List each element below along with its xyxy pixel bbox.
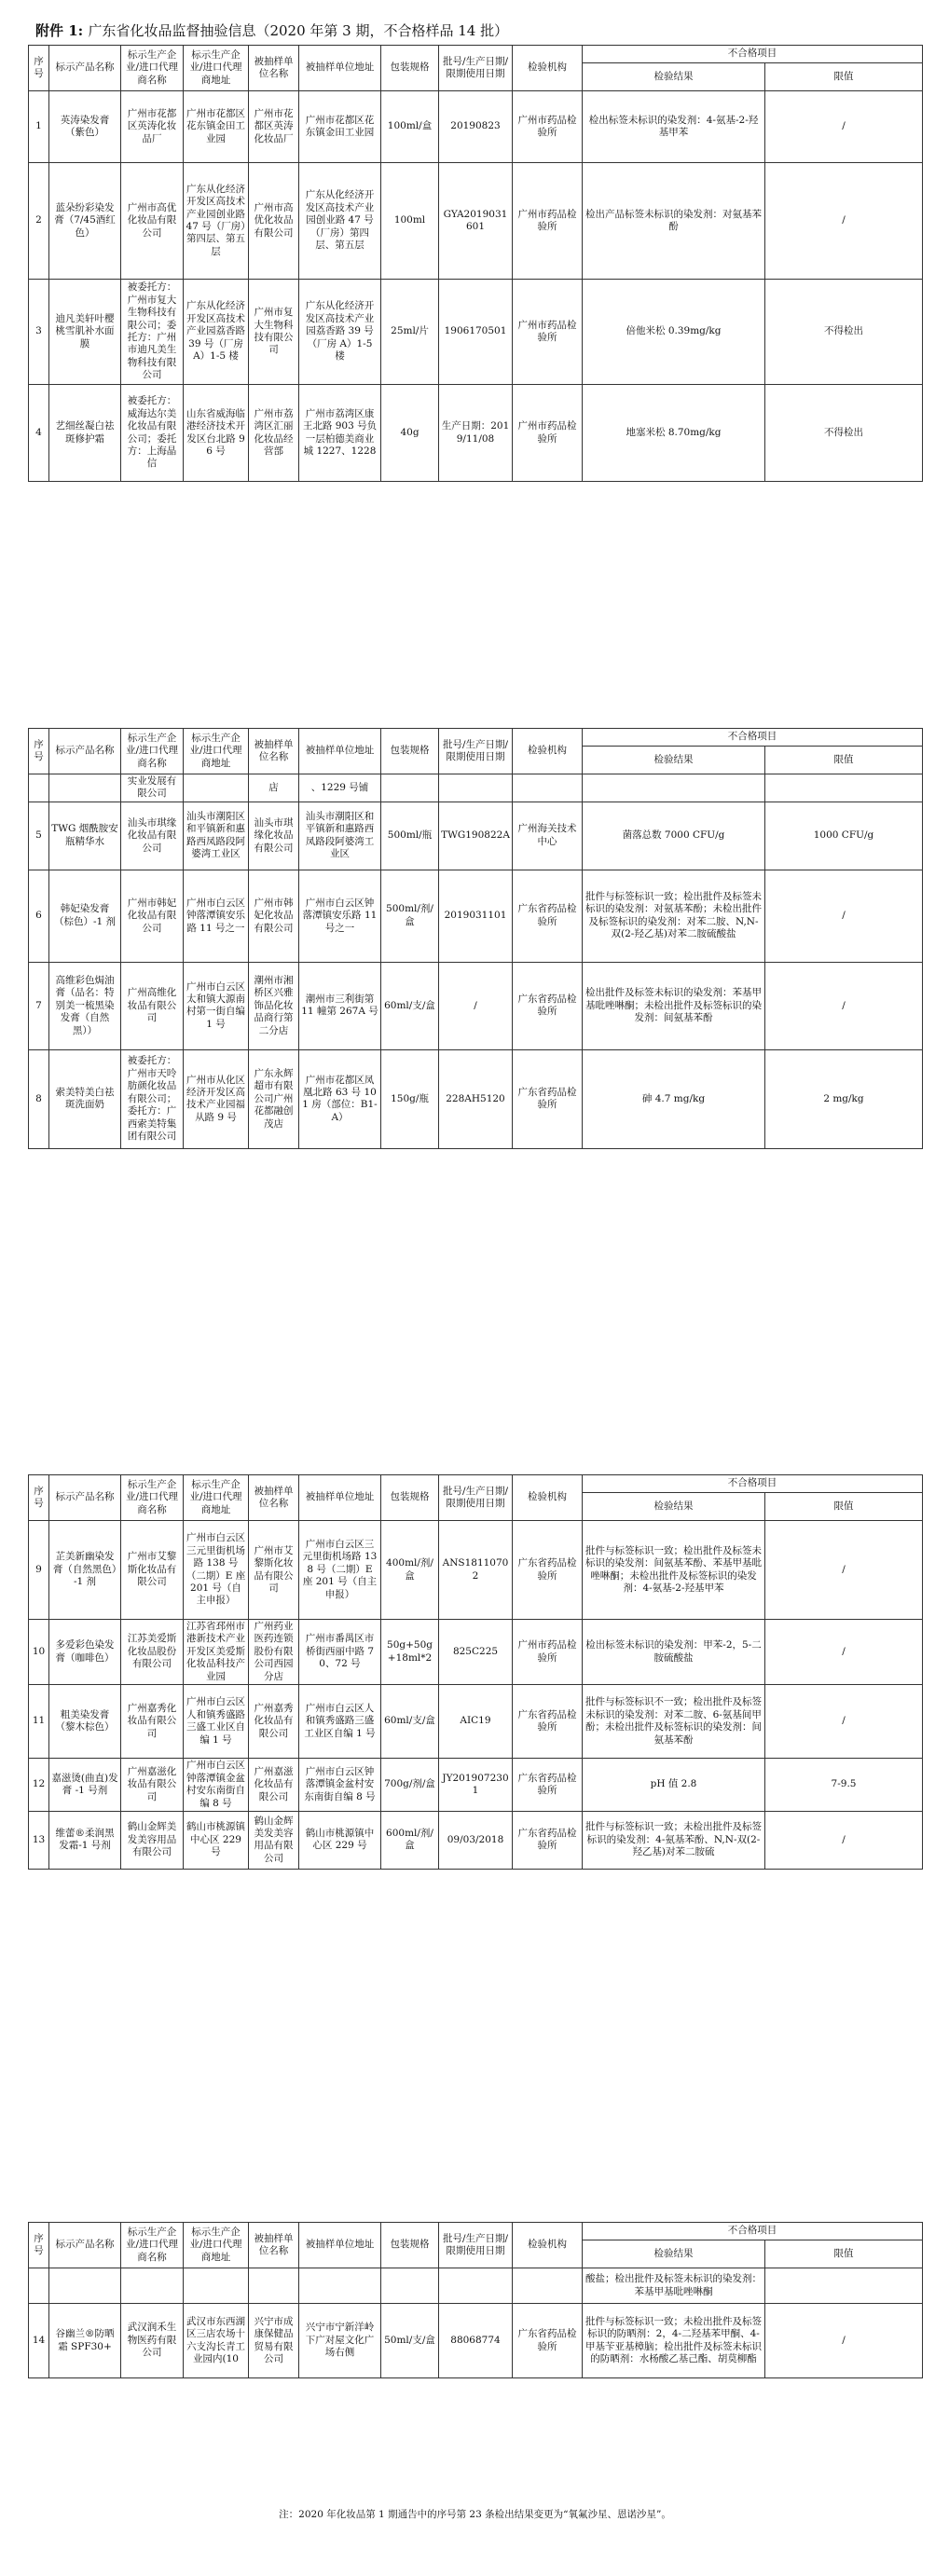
manufacturer-cell: 广州市花都区英涛化妆品厂: [121, 91, 184, 163]
seq-cell: 12: [29, 1759, 49, 1812]
sampled-unit-cell: 广州药业医药连锁股份有限公司西园分店: [249, 1620, 299, 1685]
header-limit: 限值: [765, 2240, 923, 2268]
lab-cell: 广东省药品检验所: [513, 870, 583, 962]
manufacturer-address-cell: 广州市白云区钟落潭镇金盆村安东南街自编 8 号: [184, 1759, 249, 1812]
document-title: [35, 21, 508, 40]
header-product: 标示产品名称: [49, 2223, 121, 2268]
sampled-address-cell: 广州市番禺区市桥街西丽中路 70、72 号: [299, 1620, 381, 1685]
table-page-4: [28, 2222, 923, 2378]
limit-cell: /: [765, 962, 923, 1049]
header-result: 检验结果: [583, 63, 765, 91]
empty-cell: [439, 774, 513, 802]
batch-cell: ANS18110702: [439, 1521, 513, 1620]
table-row: [29, 962, 923, 1049]
empty-cell: [299, 2268, 381, 2304]
empty-cell: [765, 2268, 923, 2304]
limit-cell: 不得检出: [765, 280, 923, 385]
lab-cell: 广州海关技术中心: [513, 802, 583, 870]
header-limit: 限值: [765, 747, 923, 774]
lab-cell: 广东省药品检验所: [513, 962, 583, 1049]
sampled-unit-cell: 广州市花都区英涛化妆品厂: [249, 91, 299, 163]
spec-cell: 500ml/剂/盒: [381, 870, 439, 962]
table-row: [29, 2304, 923, 2378]
spec-cell: 25ml/片: [381, 280, 439, 385]
batch-cell: 825C225: [439, 1620, 513, 1685]
spec-cell: 400ml/剂/盒: [381, 1521, 439, 1620]
header-result: 检验结果: [583, 1493, 765, 1521]
manufacturer-cell: 实业发展有限公司: [121, 774, 184, 802]
limit-cell: /: [765, 163, 923, 280]
lab-cell: 广州市药品检验所: [513, 280, 583, 385]
seq-cell: 3: [29, 280, 49, 385]
sampled-unit-cell: 广东永辉超市有限公司广州花都融创茂店: [249, 1049, 299, 1148]
spec-cell: 40g: [381, 385, 439, 482]
product-name-cell: 韩妃染发膏（棕色）-1 剂: [49, 870, 121, 962]
result-cell: 检出标签未标识的染发剂：4-氨基-2-羟基甲苯: [583, 91, 765, 163]
sampled-address-cell: 广州市白云区人和镇秀盛路三盛工业区自编 1 号: [299, 1685, 381, 1759]
header-limit: 限值: [765, 1493, 923, 1521]
table-row: [29, 385, 923, 482]
manufacturer-cell: 被委托方：广州市复大生物科技有限公司；委托方：广州市迪凡美生物科技有限公司: [121, 280, 184, 385]
sampled-address-cell: 广州市白云区钟落潭镇金盆村安东南街自编 8 号: [299, 1759, 381, 1812]
manufacturer-cell: 广州市高优化妆品有限公司: [121, 163, 184, 280]
manufacturer-cell: 汕头市琪缘化妆品有限公司: [121, 802, 184, 870]
manufacturer-cell: 武汉润禾生物医药有限公司: [121, 2304, 184, 2378]
sampled-address-cell: 潮州市三利街第 11 幢第 267A 号: [299, 962, 381, 1049]
batch-cell: /: [439, 962, 513, 1049]
manufacturer-address-cell: 广州市白云区钟落潭镇安乐路 11 号之一: [184, 870, 249, 962]
header-lab: 检验机构: [513, 729, 583, 774]
limit-cell: 7-9.5: [765, 1759, 923, 1812]
sampled-unit-cell: 广州嘉滋化妆品有限公司: [249, 1759, 299, 1812]
empty-cell: [513, 2268, 583, 2304]
batch-cell: 09/03/2018: [439, 1811, 513, 1869]
footnote: 注：2020 年化妆品第 1 期通告中的序号第 23 条检出结果变更为“氧氟沙星、恩诺沙星”。: [279, 2509, 671, 2520]
empty-cell: [49, 774, 121, 802]
header-batch: 批号/生产日期/限期使用日期: [439, 729, 513, 774]
header-sampled-address: 被抽样单位地址: [299, 1475, 381, 1521]
manufacturer-address-cell: 广州市从化区经济开发区高技术产业园福从路 9 号: [184, 1049, 249, 1148]
batch-cell: GYA2019031601: [439, 163, 513, 280]
header-address: 标示生产企业/进口代理商地址: [184, 46, 249, 91]
product-name-cell: 英涛染发膏（紫色）: [49, 91, 121, 163]
empty-cell: [381, 2268, 439, 2304]
table-row: [29, 1759, 923, 1812]
limit-cell: /: [765, 91, 923, 163]
header-sampled-address: 被抽样单位地址: [299, 2223, 381, 2268]
batch-cell: JY2019072301: [439, 1759, 513, 1812]
lab-cell: 广东省药品检验所: [513, 1049, 583, 1148]
table-row: [29, 1521, 923, 1620]
result-cell: 地塞米松 8.70mg/kg: [583, 385, 765, 482]
result-cell: 批件与标签标识一致；检出批件及标签未标识的染发剂：对氨基苯酚；未检出批件及标签标识的染发剂：对苯二胺、N,N-双(2-羟乙基)对苯二胺硫酸盐: [583, 870, 765, 962]
empty-cell: [29, 774, 49, 802]
header-sampled-unit: 被抽样单位名称: [249, 729, 299, 774]
result-cell: 检出标签未标识的染发剂：甲苯-2，5-二胺硫酸盐: [583, 1620, 765, 1685]
product-name-cell: 维蕾®柔润黑发霜-1 号剂: [49, 1811, 121, 1869]
seq-cell: 13: [29, 1811, 49, 1869]
product-name-cell: 谷幽兰®防晒霜 SPF30+: [49, 2304, 121, 2378]
product-name-cell: 迪凡美轩叶樱桃雪肌补水面膜: [49, 280, 121, 385]
header-unqualified: 不合格项目: [583, 729, 923, 747]
sampled-address-cell: 广州市花都区花东镇金田工业园: [299, 91, 381, 163]
continuation-row: [29, 774, 923, 802]
table-page-2: [28, 728, 923, 1149]
header-batch: 批号/生产日期/限期使用日期: [439, 46, 513, 91]
sampled-unit-cell: 广州市荔湾区汇丽化妆品经营部: [249, 385, 299, 482]
limit-cell: /: [765, 1685, 923, 1759]
limit-cell: /: [765, 1811, 923, 1869]
header-product: 标示产品名称: [49, 1475, 121, 1521]
limit-cell: /: [765, 870, 923, 962]
header-spec: 包装规格: [381, 2223, 439, 2268]
spec-cell: 500ml/瓶: [381, 802, 439, 870]
header-manufacturer: 标示生产企业/进口代理商名称: [121, 2223, 184, 2268]
sampled-address-cell: 兴宁市宁新洋岭下广对屋文化广场右侧: [299, 2304, 381, 2378]
manufacturer-address-cell: 江苏省邳州市港新技术产业开发区美爱斯化妆品科技产业园: [184, 1620, 249, 1685]
batch-cell: 1906170501: [439, 280, 513, 385]
manufacturer-address-cell: 山东省威海临港经济技术开发区台北路 96 号: [184, 385, 249, 482]
header-sampled-unit: 被抽样单位名称: [249, 2223, 299, 2268]
batch-cell: 88068774: [439, 2304, 513, 2378]
header-sampled-unit: 被抽样单位名称: [249, 46, 299, 91]
header-unqualified: 不合格项目: [583, 2223, 923, 2240]
empty-cell: [184, 774, 249, 802]
lab-cell: 广东省药品检验所: [513, 1759, 583, 1812]
lab-cell: 广东省药品检验所: [513, 2304, 583, 2378]
header-sampled-address: 被抽样单位地址: [299, 46, 381, 91]
manufacturer-cell: 被委托方：广州市天呤肪颜化妆品有限公司；委托方：广西索美特集团有限公司: [121, 1049, 184, 1148]
result-cell: 批件与标签标识一致；未检出批件及标签标识的染发剂：4-氨基苯酚、N,N-双(2-羟乙基)对苯二胺硫: [583, 1811, 765, 1869]
empty-cell: [765, 774, 923, 802]
sampled-unit-cell: 广州市高优化妆品有限公司: [249, 163, 299, 280]
manufacturer-address-cell: 武汉市东西湖区三店农场十六支沟长青工业园内(10: [184, 2304, 249, 2378]
limit-cell: 1000 CFU/g: [765, 802, 923, 870]
product-name-cell: 粗美染发膏（黎木棕色）: [49, 1685, 121, 1759]
continuation-row: [29, 2268, 923, 2304]
seq-cell: 10: [29, 1620, 49, 1685]
sampled-address-cell: 汕头市潮阳区和平镇新和惠路西凤路段阿婆湾工业区: [299, 802, 381, 870]
product-name-cell: 高维彩色焗油膏（品名：特别美一梳黑染发膏（自然黑））: [49, 962, 121, 1049]
table-row: [29, 280, 923, 385]
table-row: [29, 1811, 923, 1869]
product-name-cell: 嘉滋烫(曲直)发膏 -1 号剂: [49, 1759, 121, 1812]
batch-cell: 2019031101: [439, 870, 513, 962]
header-manufacturer: 标示生产企业/进口代理商名称: [121, 46, 184, 91]
result-cell: 批件与标签标识一致；未检出批件及标签标识的防晒剂：2，4-二羟基苯甲酮、4-甲基苄亚基樟脑；检出批件及标签未标识的防晒剂：水杨酸乙基己酯、胡莫柳酯: [583, 2304, 765, 2378]
product-name-cell: 艺细丝凝白祛斑修护霜: [49, 385, 121, 482]
sampled-address-cell: 广州市花都区凤凰北路 63 号 101 房（部位：B1-A）: [299, 1049, 381, 1148]
sampled-unit-cell: 汕头市琪缘化妆品有限公司: [249, 802, 299, 870]
result-cell: 倍他米松 0.39mg/kg: [583, 280, 765, 385]
lab-cell: 广东省药品检验所: [513, 1811, 583, 1869]
sampled-address-cell: 广东从化经济开发区高技术产业园创业路 47 号（厂房）第四层、第五层: [299, 163, 381, 280]
manufacturer-cell: 广州高维化妆品有限公司: [121, 962, 184, 1049]
manufacturer-address-cell: 广州市白云区三元里街机场路 138 号（二期）E 座 201 号（自主申报）: [184, 1521, 249, 1620]
manufacturer-cell: 广州嘉滋化妆品有限公司: [121, 1759, 184, 1812]
batch-cell: 20190823: [439, 91, 513, 163]
sampled-unit-cell: 广州嘉秀化妆品有限公司: [249, 1685, 299, 1759]
limit-cell: 不得检出: [765, 385, 923, 482]
sampled-address-cell: 广州市白云区三元里街机场路 138 号（二期）E 座 201 号（自主申报）: [299, 1521, 381, 1620]
manufacturer-cell: 被委托方：威海达尔美化妆品有限公司；委托方：上海晶信: [121, 385, 184, 482]
empty-cell: [513, 774, 583, 802]
header-lab: 检验机构: [513, 46, 583, 91]
result-cell: 砷 4.7 mg/kg: [583, 1049, 765, 1148]
spec-cell: 60ml/支/盒: [381, 1685, 439, 1759]
header-batch: 批号/生产日期/限期使用日期: [439, 2223, 513, 2268]
sampled-unit-cell: 鹤山金辉美发美容用品有限公司: [249, 1811, 299, 1869]
spec-cell: 150g/瓶: [381, 1049, 439, 1148]
empty-cell: [381, 774, 439, 802]
spec-cell: 100ml: [381, 163, 439, 280]
manufacturer-address-cell: 广州市花都区花东镇金田工业园: [184, 91, 249, 163]
sampled-unit-cell: 广州市艾黎斯化妆品有限公司: [249, 1521, 299, 1620]
result-cell: 菌落总数 7000 CFU/g: [583, 802, 765, 870]
table-row: [29, 802, 923, 870]
empty-cell: [439, 2268, 513, 2304]
spec-cell: 700g/剂/盒: [381, 1759, 439, 1812]
limit-cell: /: [765, 2304, 923, 2378]
sampled-address-cell: 鹤山市桃源镇中心区 229 号: [299, 1811, 381, 1869]
header-product: 标示产品名称: [49, 729, 121, 774]
header-seq: 序号: [29, 46, 49, 91]
product-name-cell: 索美特美白祛斑洗面奶: [49, 1049, 121, 1148]
limit-cell: /: [765, 1521, 923, 1620]
seq-cell: 4: [29, 385, 49, 482]
lab-cell: 广州市药品检验所: [513, 91, 583, 163]
lab-cell: 广东省药品检验所: [513, 1685, 583, 1759]
batch-cell: 生产日期：2019/11/08: [439, 385, 513, 482]
table-page-1: [28, 45, 923, 482]
manufacturer-cell: 江苏美爱斯化妆品股份有限公司: [121, 1620, 184, 1685]
result-cell: pH 值 2.8: [583, 1759, 765, 1812]
header-product: 标示产品名称: [49, 46, 121, 91]
seq-cell: 11: [29, 1685, 49, 1759]
manufacturer-address-cell: 广州市白云区太和镇大源南村第一街自编 1 号: [184, 962, 249, 1049]
title-text: 广东省化妆品监督抽验信息（2020 年第 3 期，不合格样品 14 批）: [88, 22, 509, 39]
sampled-address-cell: 广州市荔湾区康王北路 903 号负一层柏德美商业城 1227、1228: [299, 385, 381, 482]
empty-cell: [49, 2268, 121, 2304]
header-seq: 序号: [29, 729, 49, 774]
header-address: 标示生产企业/进口代理商地址: [184, 729, 249, 774]
header-batch: 批号/生产日期/限期使用日期: [439, 1475, 513, 1521]
header-address: 标示生产企业/进口代理商地址: [184, 2223, 249, 2268]
limit-cell: /: [765, 1620, 923, 1685]
spec-cell: 60ml/支/盒: [381, 962, 439, 1049]
result-cell: 批件与标签标识不一致；检出批件及标签未标识的染发剂：对苯二胺、6-氨基间甲酚；未检出批件及标签标识的染发剂：间氨基苯酚: [583, 1685, 765, 1759]
header-sampled-address: 被抽样单位地址: [299, 729, 381, 774]
header-spec: 包装规格: [381, 729, 439, 774]
header-seq: 序号: [29, 1475, 49, 1521]
header-result: 检验结果: [583, 2240, 765, 2268]
empty-cell: [184, 2268, 249, 2304]
header-lab: 检验机构: [513, 1475, 583, 1521]
lab-cell: 广州市药品检验所: [513, 163, 583, 280]
manufacturer-cell: 广州嘉秀化妆品有限公司: [121, 1685, 184, 1759]
product-name-cell: 多爱彩色染发膏（咖啡色）: [49, 1620, 121, 1685]
header-manufacturer: 标示生产企业/进口代理商名称: [121, 729, 184, 774]
seq-cell: 6: [29, 870, 49, 962]
result-cell: 批件与标签标识一致；检出批件及标签未标识的染发剂：间氨基苯酚、苯基甲基吡唑啉酮；未检出批件及标签标识的染发剂：4-氨基-2-羟基甲苯: [583, 1521, 765, 1620]
table-row: [29, 163, 923, 280]
header-address: 标示生产企业/进口代理商地址: [184, 1475, 249, 1521]
table-row: [29, 1049, 923, 1148]
table-row: [29, 91, 923, 163]
manufacturer-address-cell: 汕头市潮阳区和平镇新和惠路西凤路段阿婆湾工业区: [184, 802, 249, 870]
sampled-unit-cell: 店: [249, 774, 299, 802]
header-manufacturer: 标示生产企业/进口代理商名称: [121, 1475, 184, 1521]
product-name-cell: 芷美新幽染发膏（自然黑色）-1 剂: [49, 1521, 121, 1620]
sampled-address-cell: 广东从化经济开发区高技术产业园荔香路 39 号（厂房 A）1-5 楼: [299, 280, 381, 385]
batch-cell: TWG190822A: [439, 802, 513, 870]
batch-cell: AIC19: [439, 1685, 513, 1759]
empty-cell: [29, 2268, 49, 2304]
manufacturer-address-cell: 鹤山市桃源镇中心区 229 号: [184, 1811, 249, 1869]
sampled-unit-cell: 潮州市湘桥区兴雅饰品化妆品商行第二分店: [249, 962, 299, 1049]
sampled-unit-cell: 兴宁市成康保健品贸易有限公司: [249, 2304, 299, 2378]
table-row: [29, 1620, 923, 1685]
attachment-label: 附件 1:: [35, 22, 84, 39]
seq-cell: 1: [29, 91, 49, 163]
table-row: [29, 870, 923, 962]
header-result: 检验结果: [583, 747, 765, 774]
empty-cell: [583, 774, 765, 802]
sampled-unit-cell: 广州市复大生物科技有限公司: [249, 280, 299, 385]
result-cell: 酸盐；检出批件及标签未标识的染发剂：苯基甲基吡唑啉酮: [583, 2268, 765, 2304]
result-cell: 检出产品标签未标识的染发剂：对氨基苯酚: [583, 163, 765, 280]
seq-cell: 9: [29, 1521, 49, 1620]
spec-cell: 600ml/剂/盒: [381, 1811, 439, 1869]
lab-cell: 广东省药品检验所: [513, 1521, 583, 1620]
lab-cell: 广州市药品检验所: [513, 385, 583, 482]
seq-cell: 5: [29, 802, 49, 870]
header-seq: 序号: [29, 2223, 49, 2268]
empty-cell: [121, 2268, 184, 2304]
spec-cell: 100ml/盒: [381, 91, 439, 163]
header-unqualified: 不合格项目: [583, 1475, 923, 1493]
seq-cell: 7: [29, 962, 49, 1049]
seq-cell: 14: [29, 2304, 49, 2378]
manufacturer-cell: 广州市艾黎斯化妆品有限公司: [121, 1521, 184, 1620]
sampled-address-cell: 广州市白云区钟落潭镇安乐路 11 号之一: [299, 870, 381, 962]
limit-cell: 2 mg/kg: [765, 1049, 923, 1148]
sampled-address-cell: 、1229 号铺: [299, 774, 381, 802]
manufacturer-address-cell: 广州市白云区人和镇秀盛路三盛工业区自编 1 号: [184, 1685, 249, 1759]
header-sampled-unit: 被抽样单位名称: [249, 1475, 299, 1521]
product-name-cell: 蓝朵纷彩染发膏（7/45酒红色）: [49, 163, 121, 280]
header-lab: 检验机构: [513, 2223, 583, 2268]
header-limit: 限值: [765, 63, 923, 91]
result-cell: 检出批件及标签未标识的染发剂：苯基甲基吡唑啉酮；未检出批件及标签标识的染发剂：间氨基苯酚: [583, 962, 765, 1049]
empty-cell: [249, 2268, 299, 2304]
product-name-cell: TWG 烟酰胺安瓶精华水: [49, 802, 121, 870]
spec-cell: 50g+50g+18ml*2: [381, 1620, 439, 1685]
batch-cell: 228AH5120: [439, 1049, 513, 1148]
spec-cell: 50ml/支/盒: [381, 2304, 439, 2378]
sampled-unit-cell: 广州市韩妃化妆品有限公司: [249, 870, 299, 962]
table-row: [29, 1685, 923, 1759]
header-spec: 包装规格: [381, 46, 439, 91]
header-unqualified: 不合格项目: [583, 46, 923, 63]
seq-cell: 2: [29, 163, 49, 280]
manufacturer-cell: 广州市韩妃化妆品有限公司: [121, 870, 184, 962]
seq-cell: 8: [29, 1049, 49, 1148]
header-spec: 包装规格: [381, 1475, 439, 1521]
lab-cell: 广州市药品检验所: [513, 1620, 583, 1685]
manufacturer-address-cell: 广东从化经济开发区高技术产业园荔香路 39 号（厂房 A）1-5 楼: [184, 280, 249, 385]
table-page-3: [28, 1474, 923, 1870]
manufacturer-cell: 鹤山金辉美发美容用品有限公司: [121, 1811, 184, 1869]
manufacturer-address-cell: 广东从化经济开发区高技术产业园创业路 47 号（厂房）第四层、第五层: [184, 163, 249, 280]
